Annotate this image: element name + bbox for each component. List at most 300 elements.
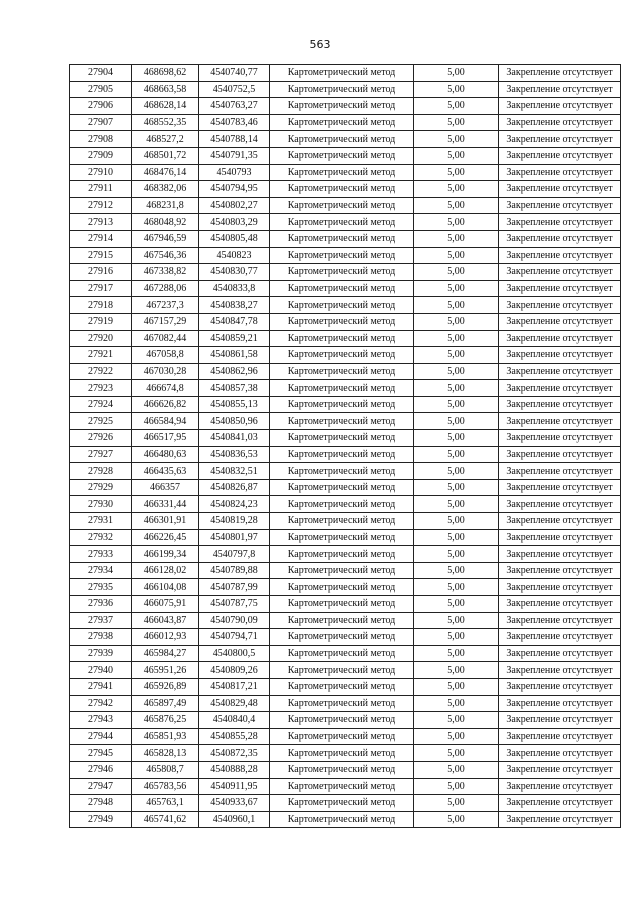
table-row: [70, 778, 621, 795]
accuracy-cell: 5,00: [414, 745, 499, 762]
accuracy-cell: 5,00: [414, 761, 499, 778]
y-coordinate-cell: 4540794,71: [199, 629, 270, 646]
y-coordinate-cell: 4540800,5: [199, 645, 270, 662]
table-row: [70, 678, 621, 695]
x-coordinate-cell: 465984,27: [132, 645, 199, 662]
method-cell: Картометрический метод: [270, 546, 414, 563]
accuracy-cell: 5,00: [414, 562, 499, 579]
accuracy-cell: 5,00: [414, 396, 499, 413]
point-number-cell: 27929: [70, 479, 132, 496]
method-cell: Картометрический метод: [270, 761, 414, 778]
point-number-cell: 27948: [70, 795, 132, 812]
x-coordinate-cell: 466517,95: [132, 430, 199, 447]
table-row: [70, 197, 621, 214]
fixing-cell: Закрепление отсутствует: [499, 131, 621, 148]
fixing-cell: Закрепление отсутствует: [499, 795, 621, 812]
fixing-cell: Закрепление отсутствует: [499, 695, 621, 712]
point-number-cell: 27926: [70, 430, 132, 447]
fixing-cell: Закрепление отсутствует: [499, 114, 621, 131]
fixing-cell: Закрепление отсутствует: [499, 81, 621, 98]
method-cell: Картометрический метод: [270, 745, 414, 762]
point-number-cell: 27909: [70, 147, 132, 164]
y-coordinate-cell: 4540862,96: [199, 363, 270, 380]
method-cell: Картометрический метод: [270, 65, 414, 82]
y-coordinate-cell: 4540840,4: [199, 712, 270, 729]
method-cell: Картометрический метод: [270, 811, 414, 828]
y-coordinate-cell: 4540872,35: [199, 745, 270, 762]
fixing-cell: Закрепление отсутствует: [499, 778, 621, 795]
point-number-cell: 27933: [70, 546, 132, 563]
fixing-cell: Закрепление отсутствует: [499, 430, 621, 447]
fixing-cell: Закрепление отсутствует: [499, 496, 621, 513]
y-coordinate-cell: 4540793: [199, 164, 270, 181]
method-cell: Картометрический метод: [270, 247, 414, 264]
x-coordinate-cell: 467946,59: [132, 230, 199, 247]
accuracy-cell: 5,00: [414, 712, 499, 729]
x-coordinate-cell: 465763,1: [132, 795, 199, 812]
method-cell: Картометрический метод: [270, 297, 414, 314]
y-coordinate-cell: 4540783,46: [199, 114, 270, 131]
fixing-cell: Закрепление отсутствует: [499, 811, 621, 828]
y-coordinate-cell: 4540823: [199, 247, 270, 264]
accuracy-cell: 5,00: [414, 380, 499, 397]
accuracy-cell: 5,00: [414, 513, 499, 530]
accuracy-cell: 5,00: [414, 479, 499, 496]
accuracy-cell: 5,00: [414, 795, 499, 812]
table-row: [70, 430, 621, 447]
y-coordinate-cell: 4540960,1: [199, 811, 270, 828]
point-number-cell: 27921: [70, 347, 132, 364]
method-cell: Картометрический метод: [270, 181, 414, 198]
fixing-cell: Закрепление отсутствует: [499, 280, 621, 297]
point-number-cell: 27937: [70, 612, 132, 629]
fixing-cell: Закрепление отсутствует: [499, 214, 621, 231]
accuracy-cell: 5,00: [414, 629, 499, 646]
fixing-cell: Закрепление отсутствует: [499, 761, 621, 778]
y-coordinate-cell: 4540838,27: [199, 297, 270, 314]
accuracy-cell: 5,00: [414, 98, 499, 115]
table-row: [70, 230, 621, 247]
x-coordinate-cell: 465828,13: [132, 745, 199, 762]
x-coordinate-cell: 466674,8: [132, 380, 199, 397]
table-row: [70, 413, 621, 430]
x-coordinate-cell: 468501,72: [132, 147, 199, 164]
fixing-cell: Закрепление отсутствует: [499, 645, 621, 662]
table-row: [70, 280, 621, 297]
point-number-cell: 27910: [70, 164, 132, 181]
method-cell: Картометрический метод: [270, 264, 414, 281]
accuracy-cell: 5,00: [414, 247, 499, 264]
table-row: [70, 645, 621, 662]
method-cell: Картометрический метод: [270, 81, 414, 98]
accuracy-cell: 5,00: [414, 596, 499, 613]
x-coordinate-cell: 466435,63: [132, 463, 199, 480]
accuracy-cell: 5,00: [414, 662, 499, 679]
point-number-cell: 27908: [70, 131, 132, 148]
point-number-cell: 27923: [70, 380, 132, 397]
y-coordinate-cell: 4540797,8: [199, 546, 270, 563]
table-row: [70, 131, 621, 148]
fixing-cell: Закрепление отсутствует: [499, 712, 621, 729]
x-coordinate-cell: 466128,02: [132, 562, 199, 579]
accuracy-cell: 5,00: [414, 230, 499, 247]
y-coordinate-cell: 4540850,96: [199, 413, 270, 430]
table-row: [70, 396, 621, 413]
method-cell: Картометрический метод: [270, 197, 414, 214]
method-cell: Картометрический метод: [270, 662, 414, 679]
method-cell: Картометрический метод: [270, 230, 414, 247]
y-coordinate-cell: 4540819,28: [199, 513, 270, 530]
table-row: [70, 297, 621, 314]
accuracy-cell: 5,00: [414, 546, 499, 563]
x-coordinate-cell: 468527,2: [132, 131, 199, 148]
table-row: [70, 247, 621, 264]
table-row: [70, 98, 621, 115]
y-coordinate-cell: 4540791,35: [199, 147, 270, 164]
fixing-cell: Закрепление отсутствует: [499, 247, 621, 264]
method-cell: Картометрический метод: [270, 280, 414, 297]
accuracy-cell: 5,00: [414, 778, 499, 795]
method-cell: Картометрический метод: [270, 529, 414, 546]
accuracy-cell: 5,00: [414, 264, 499, 281]
point-number-cell: 27934: [70, 562, 132, 579]
table-row: [70, 695, 621, 712]
table-row: [70, 496, 621, 513]
point-number-cell: 27911: [70, 181, 132, 198]
x-coordinate-cell: 467082,44: [132, 330, 199, 347]
y-coordinate-cell: 4540888,28: [199, 761, 270, 778]
x-coordinate-cell: 468048,92: [132, 214, 199, 231]
method-cell: Картометрический метод: [270, 629, 414, 646]
accuracy-cell: 5,00: [414, 678, 499, 695]
table-body: [70, 65, 621, 828]
fixing-cell: Закрепление отсутствует: [499, 513, 621, 530]
y-coordinate-cell: 4540836,53: [199, 446, 270, 463]
x-coordinate-cell: 465783,56: [132, 778, 199, 795]
x-coordinate-cell: 466226,45: [132, 529, 199, 546]
y-coordinate-cell: 4540829,48: [199, 695, 270, 712]
method-cell: Картометрический метод: [270, 463, 414, 480]
x-coordinate-cell: 465897,49: [132, 695, 199, 712]
table-row: [70, 65, 621, 82]
y-coordinate-cell: 4540826,87: [199, 479, 270, 496]
point-number-cell: 27944: [70, 728, 132, 745]
table-row: [70, 330, 621, 347]
table-row: [70, 761, 621, 778]
accuracy-cell: 5,00: [414, 529, 499, 546]
method-cell: Картометрический метод: [270, 562, 414, 579]
table-row: [70, 147, 621, 164]
y-coordinate-cell: 4540787,99: [199, 579, 270, 596]
x-coordinate-cell: 467237,3: [132, 297, 199, 314]
coordinates-table: [69, 64, 621, 828]
method-cell: Картометрический метод: [270, 214, 414, 231]
point-number-cell: 27916: [70, 264, 132, 281]
fixing-cell: Закрепление отсутствует: [499, 164, 621, 181]
accuracy-cell: 5,00: [414, 65, 499, 82]
method-cell: Картометрический метод: [270, 695, 414, 712]
x-coordinate-cell: 467288,06: [132, 280, 199, 297]
x-coordinate-cell: 465926,89: [132, 678, 199, 695]
point-number-cell: 27942: [70, 695, 132, 712]
point-number-cell: 27922: [70, 363, 132, 380]
point-number-cell: 27904: [70, 65, 132, 82]
page-number: 563: [309, 38, 331, 51]
accuracy-cell: 5,00: [414, 363, 499, 380]
fixing-cell: Закрепление отсутствует: [499, 197, 621, 214]
x-coordinate-cell: 468552,35: [132, 114, 199, 131]
x-coordinate-cell: 467546,36: [132, 247, 199, 264]
table-row: [70, 712, 621, 729]
x-coordinate-cell: 465808,7: [132, 761, 199, 778]
point-number-cell: 27920: [70, 330, 132, 347]
point-number-cell: 27915: [70, 247, 132, 264]
fixing-cell: Закрепление отсутствует: [499, 678, 621, 695]
table-row: [70, 479, 621, 496]
accuracy-cell: 5,00: [414, 430, 499, 447]
fixing-cell: Закрепление отсутствует: [499, 596, 621, 613]
accuracy-cell: 5,00: [414, 347, 499, 364]
point-number-cell: 27928: [70, 463, 132, 480]
y-coordinate-cell: 4540847,78: [199, 313, 270, 330]
accuracy-cell: 5,00: [414, 81, 499, 98]
table-row: [70, 264, 621, 281]
method-cell: Картометрический метод: [270, 446, 414, 463]
x-coordinate-cell: 466199,34: [132, 546, 199, 563]
fixing-cell: Закрепление отсутствует: [499, 65, 621, 82]
y-coordinate-cell: 4540857,38: [199, 380, 270, 397]
fixing-cell: Закрепление отсутствует: [499, 728, 621, 745]
table-row: [70, 380, 621, 397]
fixing-cell: Закрепление отсутствует: [499, 463, 621, 480]
method-cell: Картометрический метод: [270, 114, 414, 131]
point-number-cell: 27913: [70, 214, 132, 231]
table-row: [70, 347, 621, 364]
accuracy-cell: 5,00: [414, 214, 499, 231]
point-number-cell: 27940: [70, 662, 132, 679]
point-number-cell: 27919: [70, 313, 132, 330]
point-number-cell: 27943: [70, 712, 132, 729]
fixing-cell: Закрепление отсутствует: [499, 546, 621, 563]
x-coordinate-cell: 466331,44: [132, 496, 199, 513]
y-coordinate-cell: 4540832,51: [199, 463, 270, 480]
y-coordinate-cell: 4540830,77: [199, 264, 270, 281]
table-row: [70, 579, 621, 596]
method-cell: Картометрический метод: [270, 396, 414, 413]
point-number-cell: 27918: [70, 297, 132, 314]
accuracy-cell: 5,00: [414, 811, 499, 828]
y-coordinate-cell: 4540859,21: [199, 330, 270, 347]
y-coordinate-cell: 4540787,75: [199, 596, 270, 613]
method-cell: Картометрический метод: [270, 795, 414, 812]
accuracy-cell: 5,00: [414, 181, 499, 198]
y-coordinate-cell: 4540802,27: [199, 197, 270, 214]
table-row: [70, 181, 621, 198]
fixing-cell: Закрепление отсутствует: [499, 479, 621, 496]
x-coordinate-cell: 468231,8: [132, 197, 199, 214]
x-coordinate-cell: 467030,28: [132, 363, 199, 380]
table-row: [70, 313, 621, 330]
table-row: [70, 513, 621, 530]
y-coordinate-cell: 4540763,27: [199, 98, 270, 115]
method-cell: Картометрический метод: [270, 612, 414, 629]
method-cell: Картометрический метод: [270, 347, 414, 364]
x-coordinate-cell: 468476,14: [132, 164, 199, 181]
point-number-cell: 27924: [70, 396, 132, 413]
fixing-cell: Закрепление отсутствует: [499, 562, 621, 579]
x-coordinate-cell: 466301,91: [132, 513, 199, 530]
fixing-cell: Закрепление отсутствует: [499, 579, 621, 596]
y-coordinate-cell: 4540861,58: [199, 347, 270, 364]
accuracy-cell: 5,00: [414, 446, 499, 463]
point-number-cell: 27949: [70, 811, 132, 828]
y-coordinate-cell: 4540855,28: [199, 728, 270, 745]
point-number-cell: 27947: [70, 778, 132, 795]
accuracy-cell: 5,00: [414, 695, 499, 712]
point-number-cell: 27925: [70, 413, 132, 430]
accuracy-cell: 5,00: [414, 579, 499, 596]
point-number-cell: 27914: [70, 230, 132, 247]
fixing-cell: Закрепление отсутствует: [499, 380, 621, 397]
table-row: [70, 596, 621, 613]
table-row: [70, 562, 621, 579]
table-row: [70, 529, 621, 546]
y-coordinate-cell: 4540933,67: [199, 795, 270, 812]
method-cell: Картометрический метод: [270, 380, 414, 397]
point-number-cell: 27939: [70, 645, 132, 662]
table-row: [70, 629, 621, 646]
point-number-cell: 27941: [70, 678, 132, 695]
table-row: [70, 214, 621, 231]
method-cell: Картометрический метод: [270, 596, 414, 613]
point-number-cell: 27906: [70, 98, 132, 115]
method-cell: Картометрический метод: [270, 712, 414, 729]
table-row: [70, 81, 621, 98]
table-row: [70, 795, 621, 812]
x-coordinate-cell: 466043,87: [132, 612, 199, 629]
fixing-cell: Закрепление отсутствует: [499, 629, 621, 646]
accuracy-cell: 5,00: [414, 496, 499, 513]
method-cell: Картометрический метод: [270, 164, 414, 181]
point-number-cell: 27946: [70, 761, 132, 778]
table-row: [70, 114, 621, 131]
fixing-cell: Закрепление отсутствует: [499, 413, 621, 430]
table-row: [70, 446, 621, 463]
fixing-cell: Закрепление отсутствует: [499, 347, 621, 364]
y-coordinate-cell: 4540911,95: [199, 778, 270, 795]
fixing-cell: Закрепление отсутствует: [499, 396, 621, 413]
method-cell: Картометрический метод: [270, 645, 414, 662]
x-coordinate-cell: 465951,26: [132, 662, 199, 679]
accuracy-cell: 5,00: [414, 645, 499, 662]
method-cell: Картометрический метод: [270, 778, 414, 795]
table-row: [70, 811, 621, 828]
method-cell: Картометрический метод: [270, 98, 414, 115]
point-number-cell: 27938: [70, 629, 132, 646]
x-coordinate-cell: 465876,25: [132, 712, 199, 729]
method-cell: Картометрический метод: [270, 513, 414, 530]
fixing-cell: Закрепление отсутствует: [499, 446, 621, 463]
method-cell: Картометрический метод: [270, 413, 414, 430]
method-cell: Картометрический метод: [270, 363, 414, 380]
accuracy-cell: 5,00: [414, 330, 499, 347]
fixing-cell: Закрепление отсутствует: [499, 363, 621, 380]
accuracy-cell: 5,00: [414, 147, 499, 164]
table-row: [70, 164, 621, 181]
method-cell: Картометрический метод: [270, 430, 414, 447]
y-coordinate-cell: 4540801,97: [199, 529, 270, 546]
x-coordinate-cell: 468698,62: [132, 65, 199, 82]
fixing-cell: Закрепление отсутствует: [499, 147, 621, 164]
table-row: [70, 546, 621, 563]
fixing-cell: Закрепление отсутствует: [499, 529, 621, 546]
point-number-cell: 27905: [70, 81, 132, 98]
method-cell: Картометрический метод: [270, 678, 414, 695]
x-coordinate-cell: 467157,29: [132, 313, 199, 330]
x-coordinate-cell: 466012,93: [132, 629, 199, 646]
method-cell: Картометрический метод: [270, 579, 414, 596]
method-cell: Картометрический метод: [270, 330, 414, 347]
x-coordinate-cell: 465741,62: [132, 811, 199, 828]
method-cell: Картометрический метод: [270, 479, 414, 496]
table-row: [70, 745, 621, 762]
accuracy-cell: 5,00: [414, 197, 499, 214]
table-row: [70, 728, 621, 745]
x-coordinate-cell: 467058,8: [132, 347, 199, 364]
table-row: [70, 463, 621, 480]
fixing-cell: Закрепление отсутствует: [499, 330, 621, 347]
accuracy-cell: 5,00: [414, 131, 499, 148]
table-row: [70, 363, 621, 380]
fixing-cell: Закрепление отсутствует: [499, 230, 621, 247]
method-cell: Картометрический метод: [270, 313, 414, 330]
y-coordinate-cell: 4540794,95: [199, 181, 270, 198]
y-coordinate-cell: 4540833,8: [199, 280, 270, 297]
point-number-cell: 27945: [70, 745, 132, 762]
point-number-cell: 27936: [70, 596, 132, 613]
fixing-cell: Закрепление отсутствует: [499, 98, 621, 115]
accuracy-cell: 5,00: [414, 313, 499, 330]
point-number-cell: 27912: [70, 197, 132, 214]
accuracy-cell: 5,00: [414, 114, 499, 131]
method-cell: Картометрический метод: [270, 131, 414, 148]
table-row: [70, 612, 621, 629]
y-coordinate-cell: 4540788,14: [199, 131, 270, 148]
method-cell: Картометрический метод: [270, 496, 414, 513]
x-coordinate-cell: 466104,08: [132, 579, 199, 596]
x-coordinate-cell: 466075,91: [132, 596, 199, 613]
y-coordinate-cell: 4540805,48: [199, 230, 270, 247]
fixing-cell: Закрепление отсутствует: [499, 745, 621, 762]
x-coordinate-cell: 467338,82: [132, 264, 199, 281]
point-number-cell: 27935: [70, 579, 132, 596]
fixing-cell: Закрепление отсутствует: [499, 264, 621, 281]
x-coordinate-cell: 466480,63: [132, 446, 199, 463]
point-number-cell: 27931: [70, 513, 132, 530]
accuracy-cell: 5,00: [414, 297, 499, 314]
point-number-cell: 27907: [70, 114, 132, 131]
point-number-cell: 27917: [70, 280, 132, 297]
y-coordinate-cell: 4540809,26: [199, 662, 270, 679]
accuracy-cell: 5,00: [414, 728, 499, 745]
accuracy-cell: 5,00: [414, 164, 499, 181]
table-row: [70, 662, 621, 679]
fixing-cell: Закрепление отсутствует: [499, 297, 621, 314]
y-coordinate-cell: 4540752,5: [199, 81, 270, 98]
point-number-cell: 27932: [70, 529, 132, 546]
point-number-cell: 27927: [70, 446, 132, 463]
y-coordinate-cell: 4540841,03: [199, 430, 270, 447]
